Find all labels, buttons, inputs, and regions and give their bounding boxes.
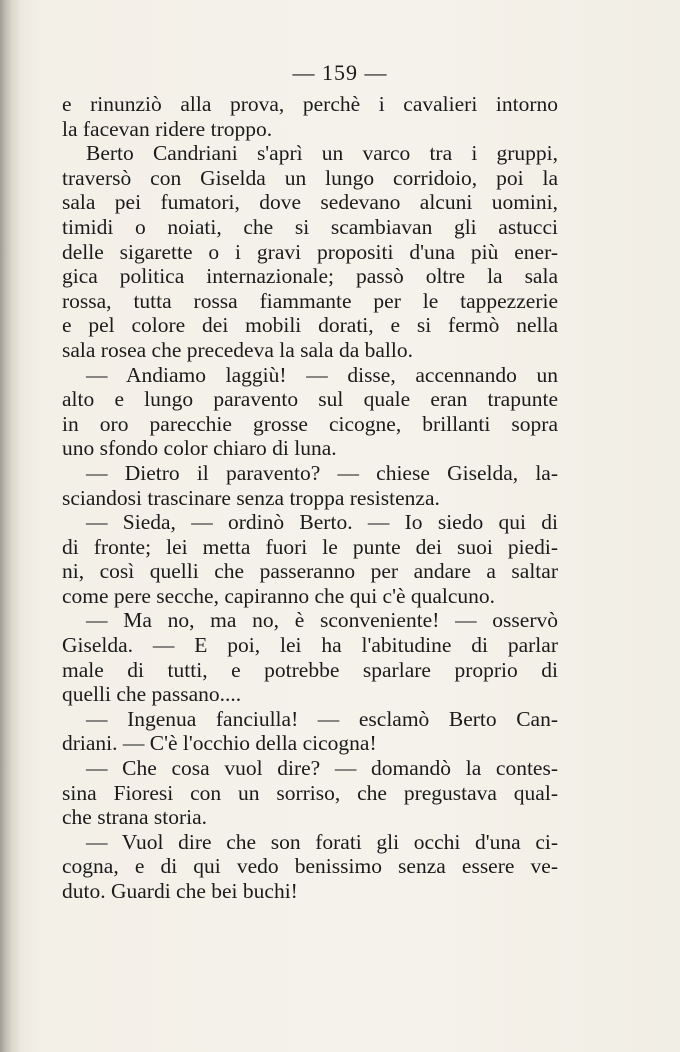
text-line: — Ma no, ma no, è sconveniente! — osservò: [86, 608, 558, 633]
text-line: male di tutti, e potrebbe sparlare proprio di: [62, 657, 558, 682]
text-line: quelli che passano....: [62, 682, 242, 707]
text-line: — Dietro il paravento? — chiese Giselda, la-: [86, 460, 558, 485]
text-line: sala pei fumatori, dove sedevano alcuni uomini,: [62, 190, 558, 215]
text-line: e pel colore dei mobili dorati, e si fermò nella: [62, 313, 558, 338]
text-line: sina Fioresi con un sorriso, che pregustava qual-: [62, 780, 558, 805]
text-line: ni, così quelli che passeranno per andare a saltar: [62, 559, 558, 584]
text-line: Berto Candriani s'aprì un varco tra i gruppi,: [86, 141, 558, 166]
text-line: cogna, e di qui vedo benissimo senza essere ve-: [62, 854, 558, 879]
text-line: che strana storia.: [62, 805, 208, 830]
text-line: alto e lungo paravento sul quale eran trapunte: [62, 387, 558, 412]
text-line: Giselda. — E poi, lei ha l'abitudine di parlar: [62, 633, 558, 658]
text-line: la facevan ridere troppo.: [62, 116, 273, 141]
book-spine-shadow: [0, 0, 20, 1052]
text-line: delle sigarette o i gravi propositi d'una più ener-: [62, 239, 558, 264]
text-line: e rinunziò alla prova, perchè i cavalieri intorno: [62, 92, 558, 116]
text-line: in oro parecchie grosse cicogne, brillanti sopra: [62, 411, 558, 436]
body-text: [62, 92, 558, 904]
text-line: — Ingenua fanciulla! — esclamò Berto Can-: [86, 706, 558, 731]
text-line: — Sieda, — ordinò Berto. — Io siedo qui di: [86, 510, 558, 535]
text-line: — Andiamo laggiù! — disse, accennando un: [86, 362, 558, 387]
text-line: uno sfondo color chiaro di luna.: [62, 436, 337, 461]
text-line: duto. Guardi che bei buchi!: [62, 879, 298, 903]
text-line: — Vuol dire che son forati gli occhi d'una ci-: [86, 829, 558, 854]
text-line: driani. — C'è l'occhio della cicogna!: [62, 731, 377, 756]
text-line: come pere secche, capiranno che qui c'è qualcuno.: [62, 583, 496, 608]
text-line: di fronte; lei metta fuori le punte dei suoi piedi-: [62, 534, 558, 559]
text-line: sala rosea che precedeva la sala da ballo.: [62, 337, 413, 362]
page-number: — 159 —: [292, 60, 388, 85]
text-line: rossa, tutta rossa fiammante per le tappezzerie: [62, 288, 558, 313]
text-line: timidi o noiati, che si scambiavan gli astucci: [62, 214, 558, 239]
text-line: traversò con Giselda un lungo corridoio, poi la: [62, 165, 558, 190]
text-line: sciandosi trascinare senza troppa resistenza.: [62, 485, 440, 510]
text-line: gica politica internazionale; passò oltre la sala: [62, 264, 558, 289]
text-line: — Che cosa vuol dire? — domandò la contes-: [86, 756, 558, 781]
